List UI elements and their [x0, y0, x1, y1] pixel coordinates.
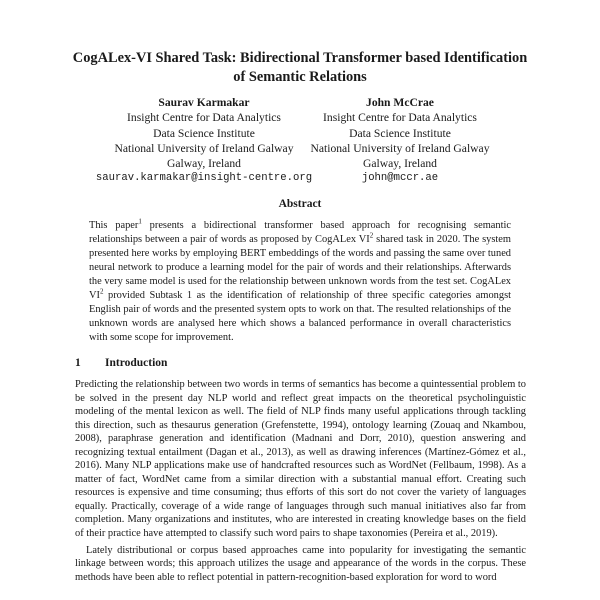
footnote-marker: 2 — [369, 231, 374, 240]
footnote-marker: 2 — [99, 287, 104, 296]
author-location: Galway, Ireland — [363, 157, 437, 171]
author-university: National University of Ireland Galway — [114, 141, 294, 155]
abstract-segment: provided Subtask 1 as the identification of relationship of three specific categories amongst English pair of words and the presented system opts to work on that. The resulted relationships of the unknown words are analysed here which shows a balanced performance in overall characteristics with some scope for improvement. — [89, 290, 511, 343]
section-number: 1 — [75, 357, 81, 369]
author-institute: Data Science Institute — [153, 126, 255, 140]
author-name: John McCrae — [366, 96, 434, 109]
footnote-marker: 1 — [138, 217, 142, 226]
paper-title-line-2: of Semantic Relations — [233, 69, 367, 85]
author-email: saurav.karmakar@insight-centre.org — [95, 172, 313, 185]
paper-title — [40, 49, 560, 87]
author-university: National University of Ireland Galway — [310, 141, 490, 155]
author-email: john@mccr.ae — [361, 172, 439, 185]
author-location: Galway, Ireland — [167, 157, 241, 171]
author-affiliation: Insight Centre for Data Analytics — [127, 111, 281, 125]
abstract-text — [89, 219, 511, 345]
author-block-2 — [300, 95, 500, 187]
abstract-segment: shared task in 2020. The system presented here works by employing BERT embeddings of the words and passing the same over tuned neural network to produce a learning model for the pair of words and their relationships. Afterwards the very same model is used for the relationship between unknown words from the test set. CogALex VI — [89, 234, 511, 301]
paper-title-line-1: CogALex-VI Shared Task: Bidirectional Transformer based Identification — [72, 50, 528, 66]
abstract-heading: Abstract — [278, 198, 322, 210]
abstract-segment: This paper — [89, 220, 139, 231]
section-title: Introduction — [105, 357, 168, 369]
intro-paragraph-1: Predicting the relationship between two words in terms of semantics has become a quintessential problem to be solved in the present day NLP world and reflect great impacts on the theoretical psycholinguistic modeling of the mental lexicon as well. The field of NLP finds many useful applications through tackling this direction, such as thesaurus generation (Grefenstette, 1994), ontology learning (Zouaq and Nkambou, 2008), paraphrase generation and identification (Madnani and Dorr, 2010), question answering and recognizing textual entailment (Dagan et al., 2013), as well as drawing inferences (Martínez-Gómez et al., 2016). Many NLP applications make use of handcrafted resources such as WordNet (Fellbaum, 1998). As a matter of fact, WordNet came from a similar direction with a substantial manual effort. Creating such resources is expensive and time consuming; thus efforts of this sort do not cover the variety of languages equally. Practically, coverage of a wide range of languages through such manual initiatives also far from completion. Many organizations and institutes, who are interested in creating knowledge bases on the field of their practice have attempted to classify such word pairs to shape taxonomies (Pereira et al., 2019). — [75, 379, 526, 540]
abstract-segment: presents a bidirectional transformer based approach for recognising semantic relationships between a pair of words as proposed by CogALex VI — [89, 220, 511, 245]
intro-body — [75, 378, 526, 584]
author-name: Saurav Karmakar — [158, 96, 250, 109]
author-block-1 — [70, 95, 338, 187]
section-heading — [75, 357, 167, 369]
author-institute: Data Science Institute — [349, 126, 451, 140]
intro-paragraph-2: Lately distributional or corpus based approaches came into popularity for investigating the semantic linkage between words; this approach utilizes the usage and appearance of the words in the corpus. These methods have been able to reflect potential in pattern-recognition-based exploration for word to word — [75, 544, 526, 583]
author-affiliation: Insight Centre for Data Analytics — [323, 111, 477, 125]
